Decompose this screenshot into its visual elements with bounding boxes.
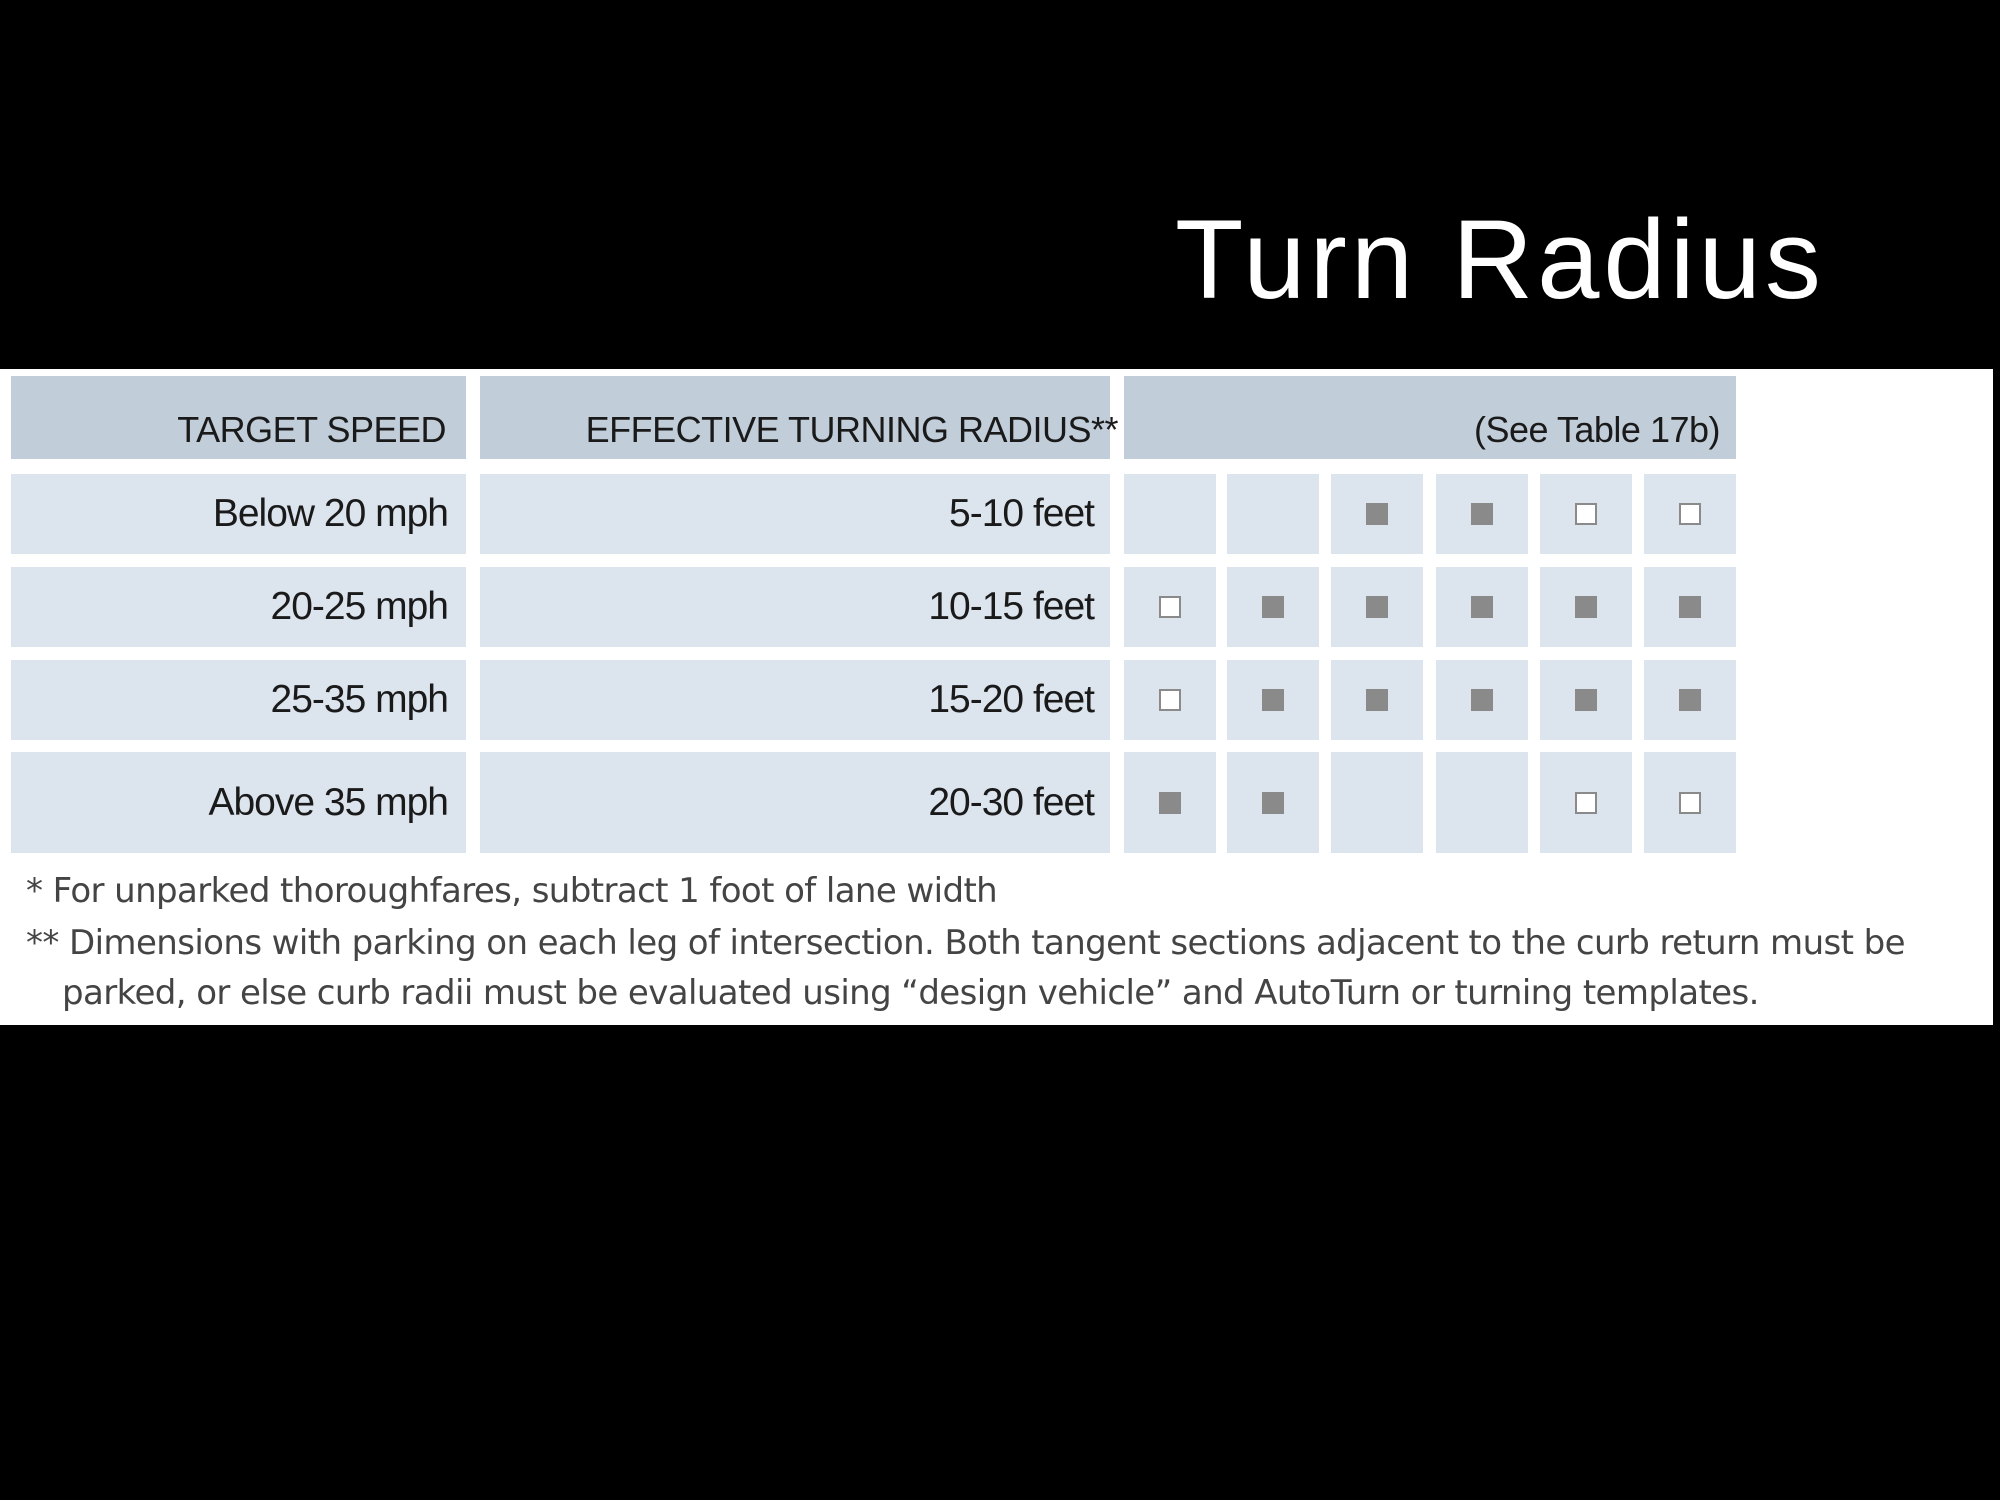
mark-cell xyxy=(1227,660,1319,740)
radius-value: 5-10 feet xyxy=(949,492,1094,535)
filled-square-icon xyxy=(1366,596,1388,618)
open-square-icon xyxy=(1679,792,1701,814)
speed-cell xyxy=(11,567,466,647)
filled-square-icon xyxy=(1575,689,1597,711)
open-square-icon xyxy=(1575,792,1597,814)
speed-cell xyxy=(11,752,466,853)
mark-cell xyxy=(1644,660,1736,740)
open-square-icon xyxy=(1159,596,1181,618)
mark-cell xyxy=(1540,752,1632,853)
header-target-speed-label: TARGET SPEED xyxy=(177,409,446,450)
filled-square-icon xyxy=(1366,689,1388,711)
mark-cell xyxy=(1436,752,1528,853)
mark-cell xyxy=(1227,567,1319,647)
filled-square-icon xyxy=(1471,596,1493,618)
open-square-icon xyxy=(1575,503,1597,525)
mark-cell xyxy=(1124,660,1216,740)
filled-square-icon xyxy=(1679,689,1701,711)
mark-cell xyxy=(1124,752,1216,853)
mark-cell xyxy=(1331,474,1423,554)
filled-square-icon xyxy=(1575,596,1597,618)
radius-cell xyxy=(480,474,1110,554)
mark-cell xyxy=(1436,567,1528,647)
speed-value: 25-35 mph xyxy=(270,678,448,721)
mark-cell xyxy=(1124,474,1216,554)
filled-square-icon xyxy=(1471,689,1493,711)
footnote-unparked: * For unparked thoroughfares, subtract 1 foot of lane width xyxy=(26,871,998,911)
open-square-icon xyxy=(1679,503,1701,525)
footnote-parking-line2: parked, or else curb radii must be evaluated using “design vehicle” and AutoTurn or turning templates. xyxy=(62,973,1759,1013)
mark-cell xyxy=(1331,567,1423,647)
header-turning-radius-label: EFFECTIVE TURNING RADIUS** xyxy=(585,409,1118,450)
radius-cell xyxy=(480,752,1110,853)
slide-title: Turn Radius xyxy=(1175,197,1825,322)
header-target-speed xyxy=(11,376,466,459)
filled-square-icon xyxy=(1262,792,1284,814)
radius-value: 20-30 feet xyxy=(928,780,1094,824)
mark-cell xyxy=(1540,660,1632,740)
mark-cell xyxy=(1227,752,1319,853)
radius-cell xyxy=(480,660,1110,740)
filled-square-icon xyxy=(1262,596,1284,618)
header-reference-label: (See Table 17b) xyxy=(1473,409,1720,450)
mark-cell xyxy=(1331,660,1423,740)
mark-cell xyxy=(1644,752,1736,853)
mark-cell xyxy=(1436,474,1528,554)
mark-cell xyxy=(1644,474,1736,554)
mark-cell xyxy=(1331,752,1423,853)
speed-cell xyxy=(11,474,466,554)
speed-value: 20-25 mph xyxy=(270,585,448,628)
filled-square-icon xyxy=(1471,503,1493,525)
footnote-parking-line1: ** Dimensions with parking on each leg of intersection. Both tangent sections adjacent to the curb return must be xyxy=(26,923,1905,963)
mark-cell xyxy=(1540,474,1632,554)
mark-cell xyxy=(1124,567,1216,647)
filled-square-icon xyxy=(1679,596,1701,618)
speed-value: Below 20 mph xyxy=(212,492,448,535)
filled-square-icon xyxy=(1366,503,1388,525)
mark-cell xyxy=(1644,567,1736,647)
filled-square-icon xyxy=(1159,792,1181,814)
radius-cell xyxy=(480,567,1110,647)
mark-cell xyxy=(1436,660,1528,740)
open-square-icon xyxy=(1159,689,1181,711)
speed-cell xyxy=(11,660,466,740)
radius-value: 15-20 feet xyxy=(928,678,1094,721)
header-turning-radius xyxy=(480,376,1118,459)
mark-cell xyxy=(1227,474,1319,554)
radius-value: 10-15 feet xyxy=(928,585,1094,628)
header-reference xyxy=(1124,376,1736,459)
filled-square-icon xyxy=(1262,689,1284,711)
speed-value: Above 35 mph xyxy=(208,780,448,824)
mark-cell xyxy=(1540,567,1632,647)
